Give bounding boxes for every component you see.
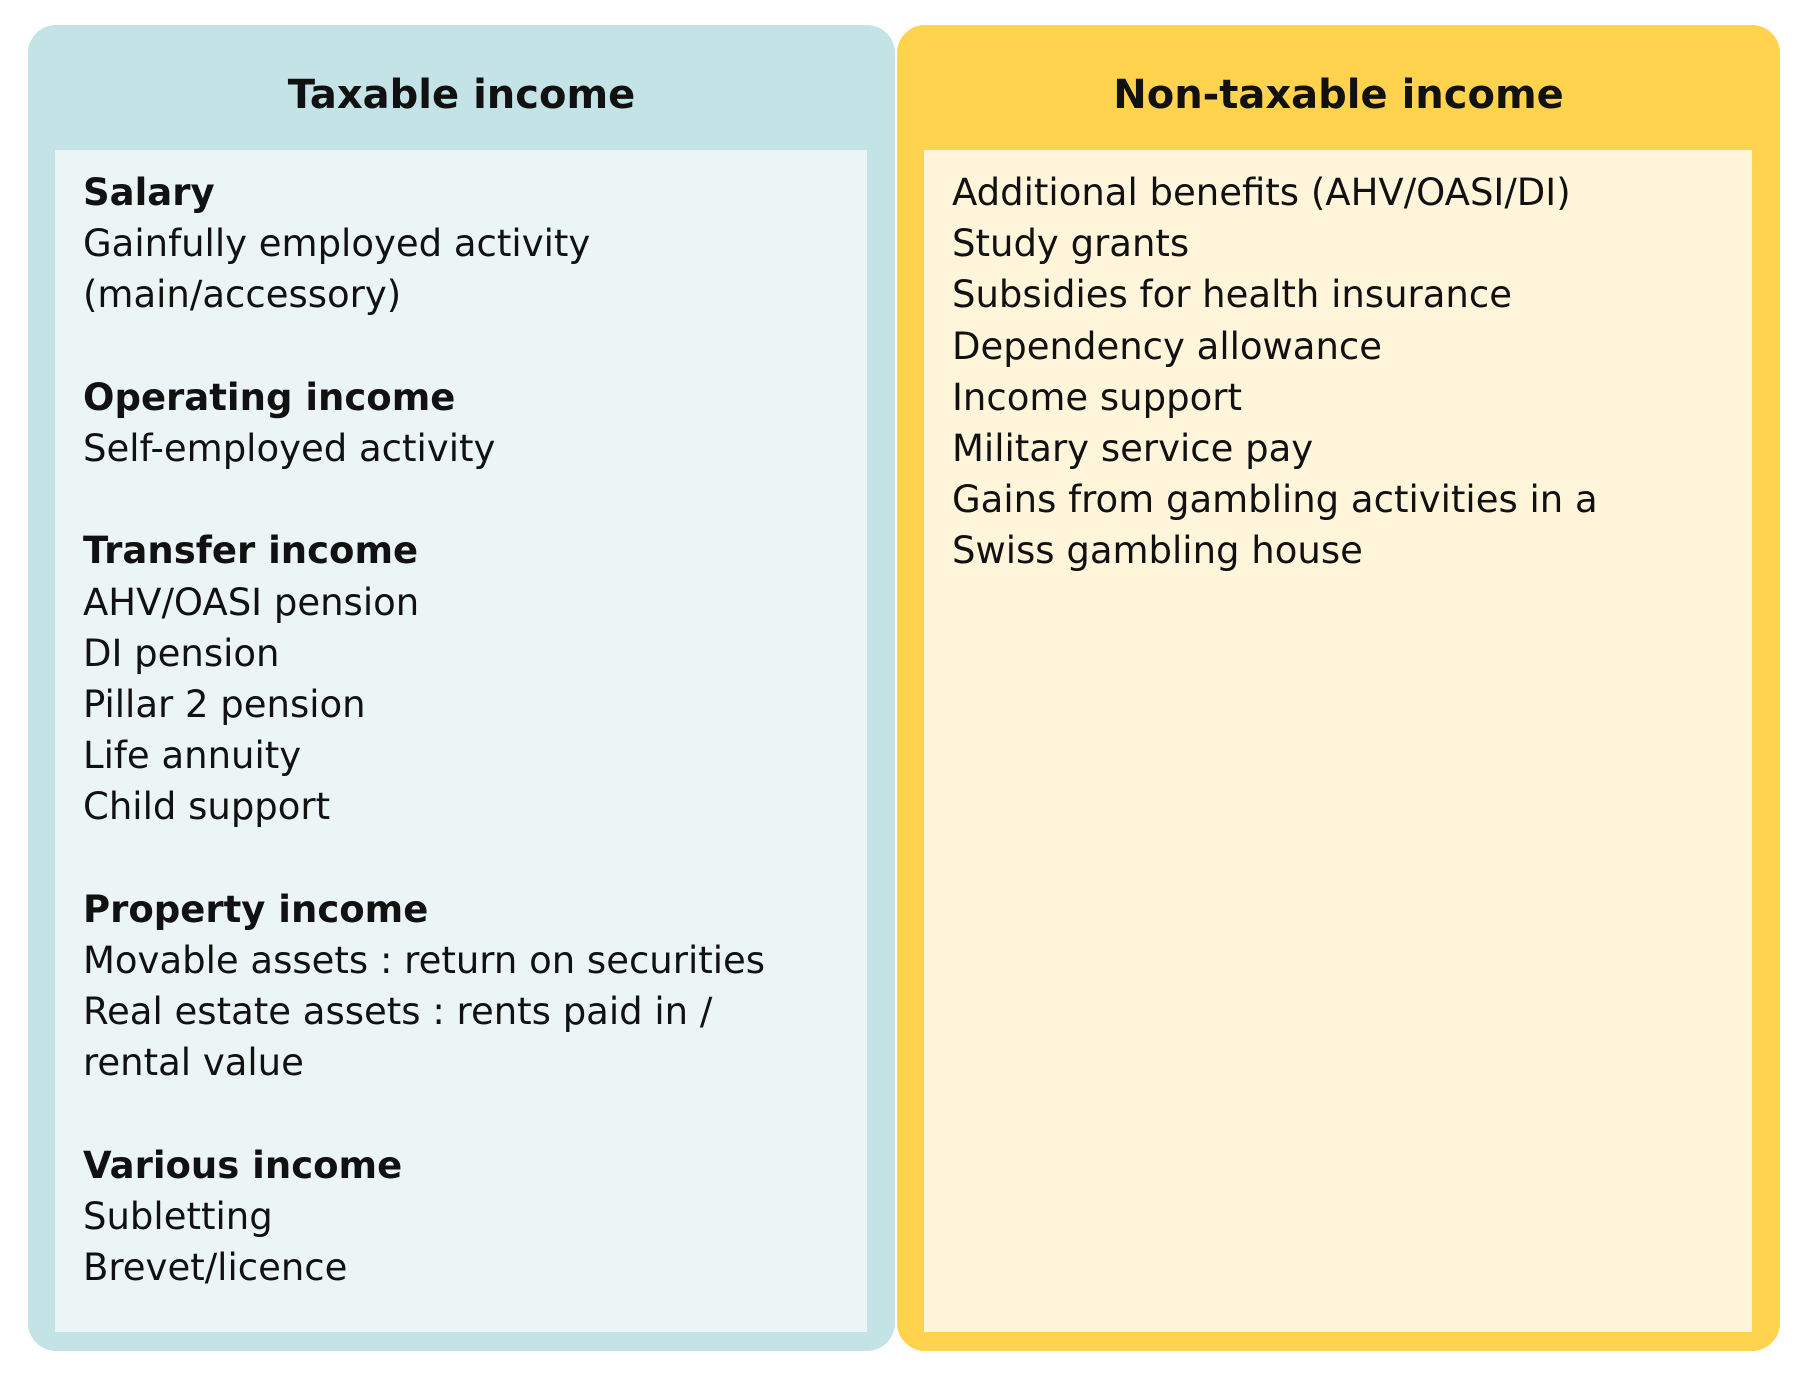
income-item: Additional benefits (AHV/OASI/DI)	[952, 171, 1571, 214]
non-taxable-income-list	[924, 150, 1752, 1332]
income-section	[83, 525, 839, 832]
income-item: (main/accessory)	[83, 273, 402, 317]
income-item: Subsidies for health insurance	[952, 273, 1512, 317]
income-item: Gainfully employed activity	[83, 222, 591, 266]
section-heading: Property income	[83, 887, 429, 931]
income-item: Dependency allowance	[952, 324, 1383, 368]
income-item: Study grants	[952, 222, 1190, 266]
non-taxable-income-title: Non-taxable income	[1113, 72, 1564, 118]
income-item: Gains from gambling activities in a	[952, 478, 1598, 522]
income-section	[83, 167, 839, 321]
income-item: rental value	[83, 1041, 304, 1085]
income-item: Real estate assets : rents paid in /	[83, 990, 713, 1034]
income-item: Life annuity	[83, 734, 302, 778]
income-section	[83, 372, 839, 474]
taxable-income-list	[55, 150, 867, 1332]
section-heading: Operating income	[83, 375, 456, 419]
income-item: Income support	[952, 375, 1242, 419]
income-item: Child support	[83, 785, 331, 829]
section-heading: Various income	[83, 1143, 403, 1187]
income-item: Subletting	[83, 1195, 273, 1238]
income-item: AHV/OASI pension	[83, 580, 420, 624]
income-section	[83, 1140, 839, 1294]
non-taxable-income-panel	[897, 25, 1780, 1351]
section-heading: Salary	[83, 171, 215, 214]
income-section	[83, 884, 839, 1089]
section-heading: Transfer income	[83, 529, 419, 573]
income-item: Self-employed activity	[83, 427, 496, 470]
income-item: Brevet/licence	[83, 1246, 348, 1290]
income-item: DI pension	[83, 631, 280, 675]
income-item: Pillar 2 pension	[83, 683, 366, 726]
income-item: Military service pay	[952, 427, 1314, 471]
income-item: Movable assets : return on securities	[83, 939, 766, 982]
income-item: Swiss gambling house	[952, 529, 1363, 573]
taxable-income-panel	[28, 25, 895, 1351]
taxable-income-title: Taxable income	[287, 72, 636, 118]
